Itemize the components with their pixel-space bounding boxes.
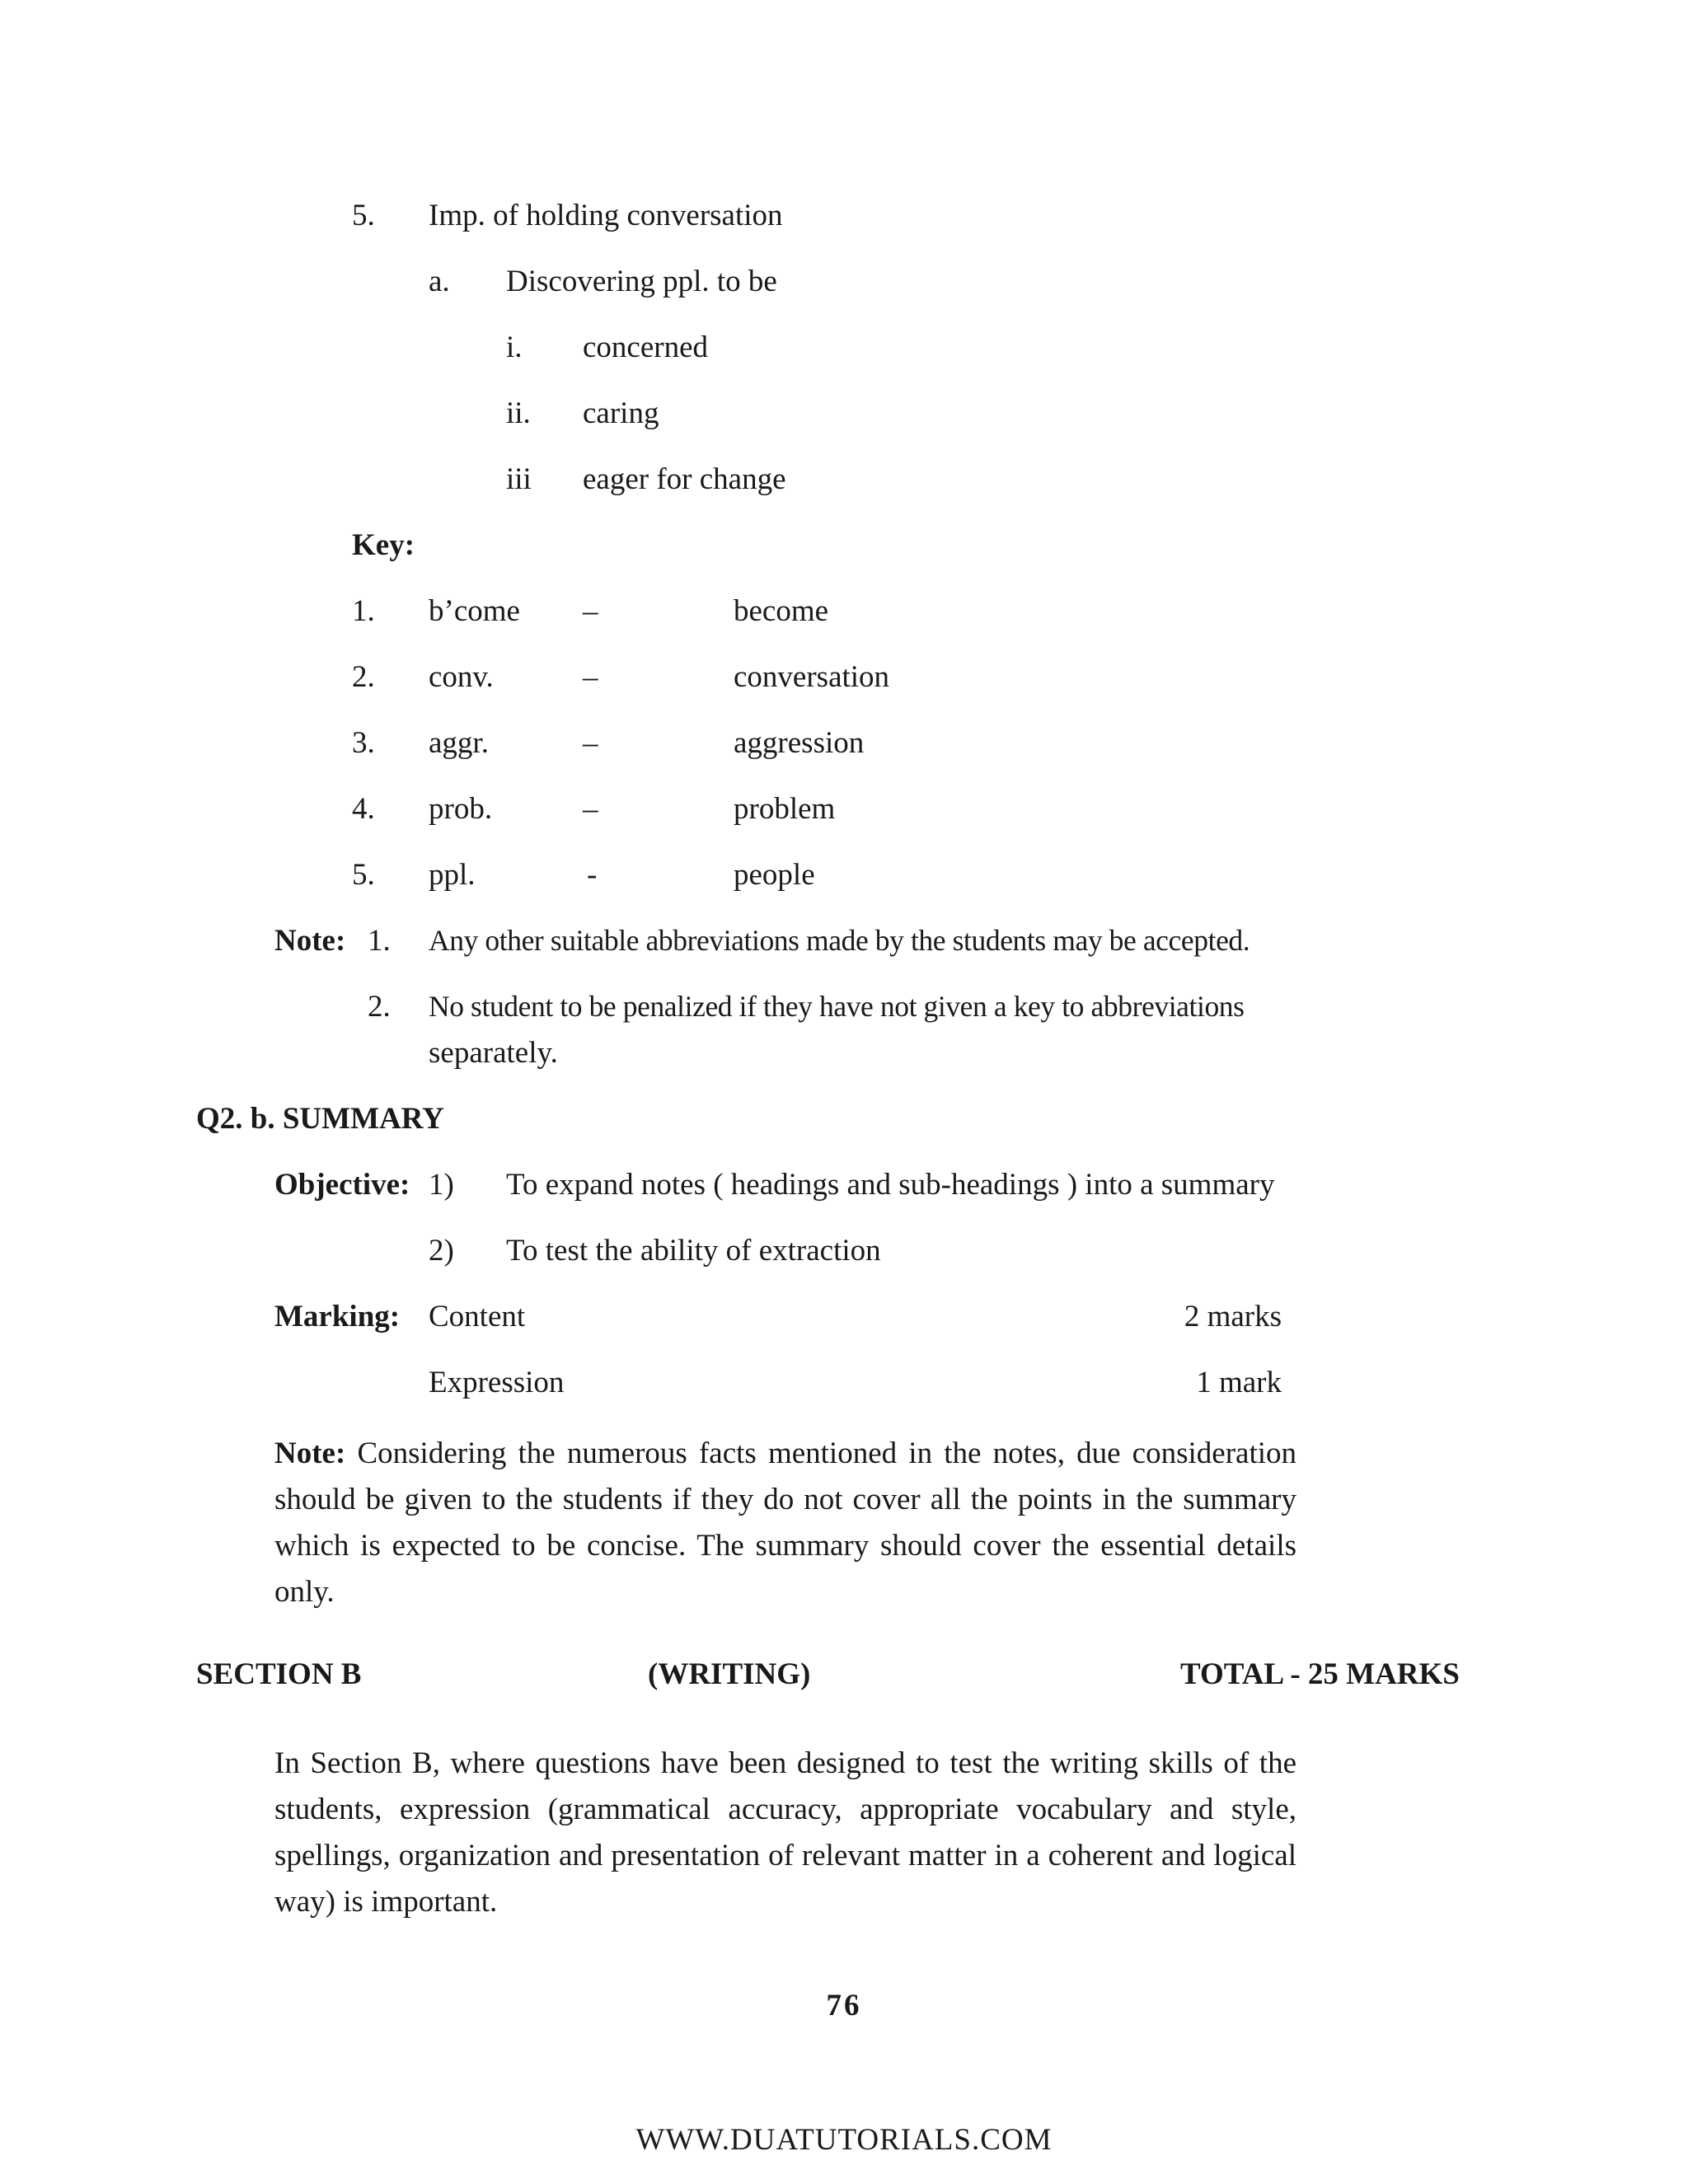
section-b-title: SECTION B <box>196 1657 362 1691</box>
key-heading: Key: <box>352 528 415 562</box>
marking-item: Expression <box>429 1366 565 1399</box>
note-label: Note: <box>274 924 346 958</box>
section-b-subtitle: (WRITING) <box>648 1657 811 1691</box>
key-row-separator: – <box>583 726 598 760</box>
marking-marks: 2 marks <box>1184 1300 1282 1333</box>
note-item-number: 2. <box>368 990 391 1024</box>
key-row-abbreviation: aggr. <box>429 726 489 760</box>
objective-number: 2) <box>429 1234 454 1268</box>
objective-label: Objective: <box>274 1168 410 1202</box>
footer-url: WWW.DUATUTORIALS.COM <box>635 2123 1053 2157</box>
objective-text: To test the ability of extraction <box>506 1234 881 1268</box>
outline-subitem-text: eager for change <box>583 462 786 496</box>
key-row-expansion: become <box>734 594 829 628</box>
outline-subitem-number: iii <box>506 462 532 496</box>
outline-subitem-number: i. <box>506 330 523 364</box>
key-row-number: 1. <box>352 594 375 628</box>
key-row-number: 2. <box>352 660 375 694</box>
section-b-total: TOTAL - 25 MARKS <box>1180 1657 1460 1691</box>
note-item-number: 1. <box>368 924 391 958</box>
key-row-separator: – <box>583 792 598 826</box>
outline-item-a-letter: a. <box>429 265 450 298</box>
key-row-expansion: conversation <box>734 660 890 694</box>
objective-number: 1) <box>429 1168 454 1202</box>
outline-item-5-number: 5. <box>352 199 375 232</box>
summary-note <box>274 1431 1296 1620</box>
note-item-text-line1: No student to be penalized if they have not given a key to abbreviations <box>429 990 1245 1023</box>
marking-label: Marking: <box>274 1300 401 1333</box>
key-row-separator: – <box>583 594 598 628</box>
key-row-number: 3. <box>352 726 375 760</box>
page-number: 76 <box>826 1989 862 2022</box>
key-row-expansion: problem <box>734 792 836 826</box>
key-row-abbreviation: b’come <box>429 594 520 628</box>
key-row-expansion: people <box>734 858 815 892</box>
key-row-separator: – <box>583 660 598 694</box>
key-row-number: 5. <box>352 858 375 892</box>
note-item-text-line2: separately. <box>429 1036 558 1070</box>
outline-subitem-number: ii. <box>506 396 531 430</box>
outline-item-5-text: Imp. of holding conversation <box>429 199 783 232</box>
outline-item-a-text: Discovering ppl. to be <box>506 265 777 298</box>
objective-text: To expand notes ( headings and sub-headings ) into a summary <box>506 1168 1275 1202</box>
section-b-paragraph: In Section B, where questions have been designed to test the writing skills of the students, expression (grammatical accuracy, appropriate vocabulary and style, spellings, organization and presentation of relevant matter in a coherent and logical way) is important. <box>274 1746 1296 1919</box>
section-heading: Q2. b. SUMMARY <box>196 1102 444 1136</box>
key-row-abbreviation: prob. <box>429 792 493 826</box>
summary-note-label: Note: <box>274 1436 346 1470</box>
outline-subitem-text: caring <box>583 396 659 430</box>
key-row-number: 4. <box>352 792 375 826</box>
key-row-separator: - <box>587 858 598 892</box>
note-item-text: Any other suitable abbreviations made by the students may be accepted. <box>429 924 1250 957</box>
marking-marks: 1 mark <box>1196 1366 1282 1399</box>
outline-subitem-text: concerned <box>583 330 709 364</box>
key-row-abbreviation: ppl. <box>429 858 476 892</box>
marking-item: Content <box>429 1300 526 1333</box>
key-row-expansion: aggression <box>734 726 865 760</box>
summary-note-text: Considering the numerous facts mentioned in the notes, due consideration should be given to the students if they do not cover all the points in the summary which is expected to be concise. The summary should cover the essential details only. <box>274 1436 1297 1609</box>
key-row-abbreviation: conv. <box>429 660 494 694</box>
